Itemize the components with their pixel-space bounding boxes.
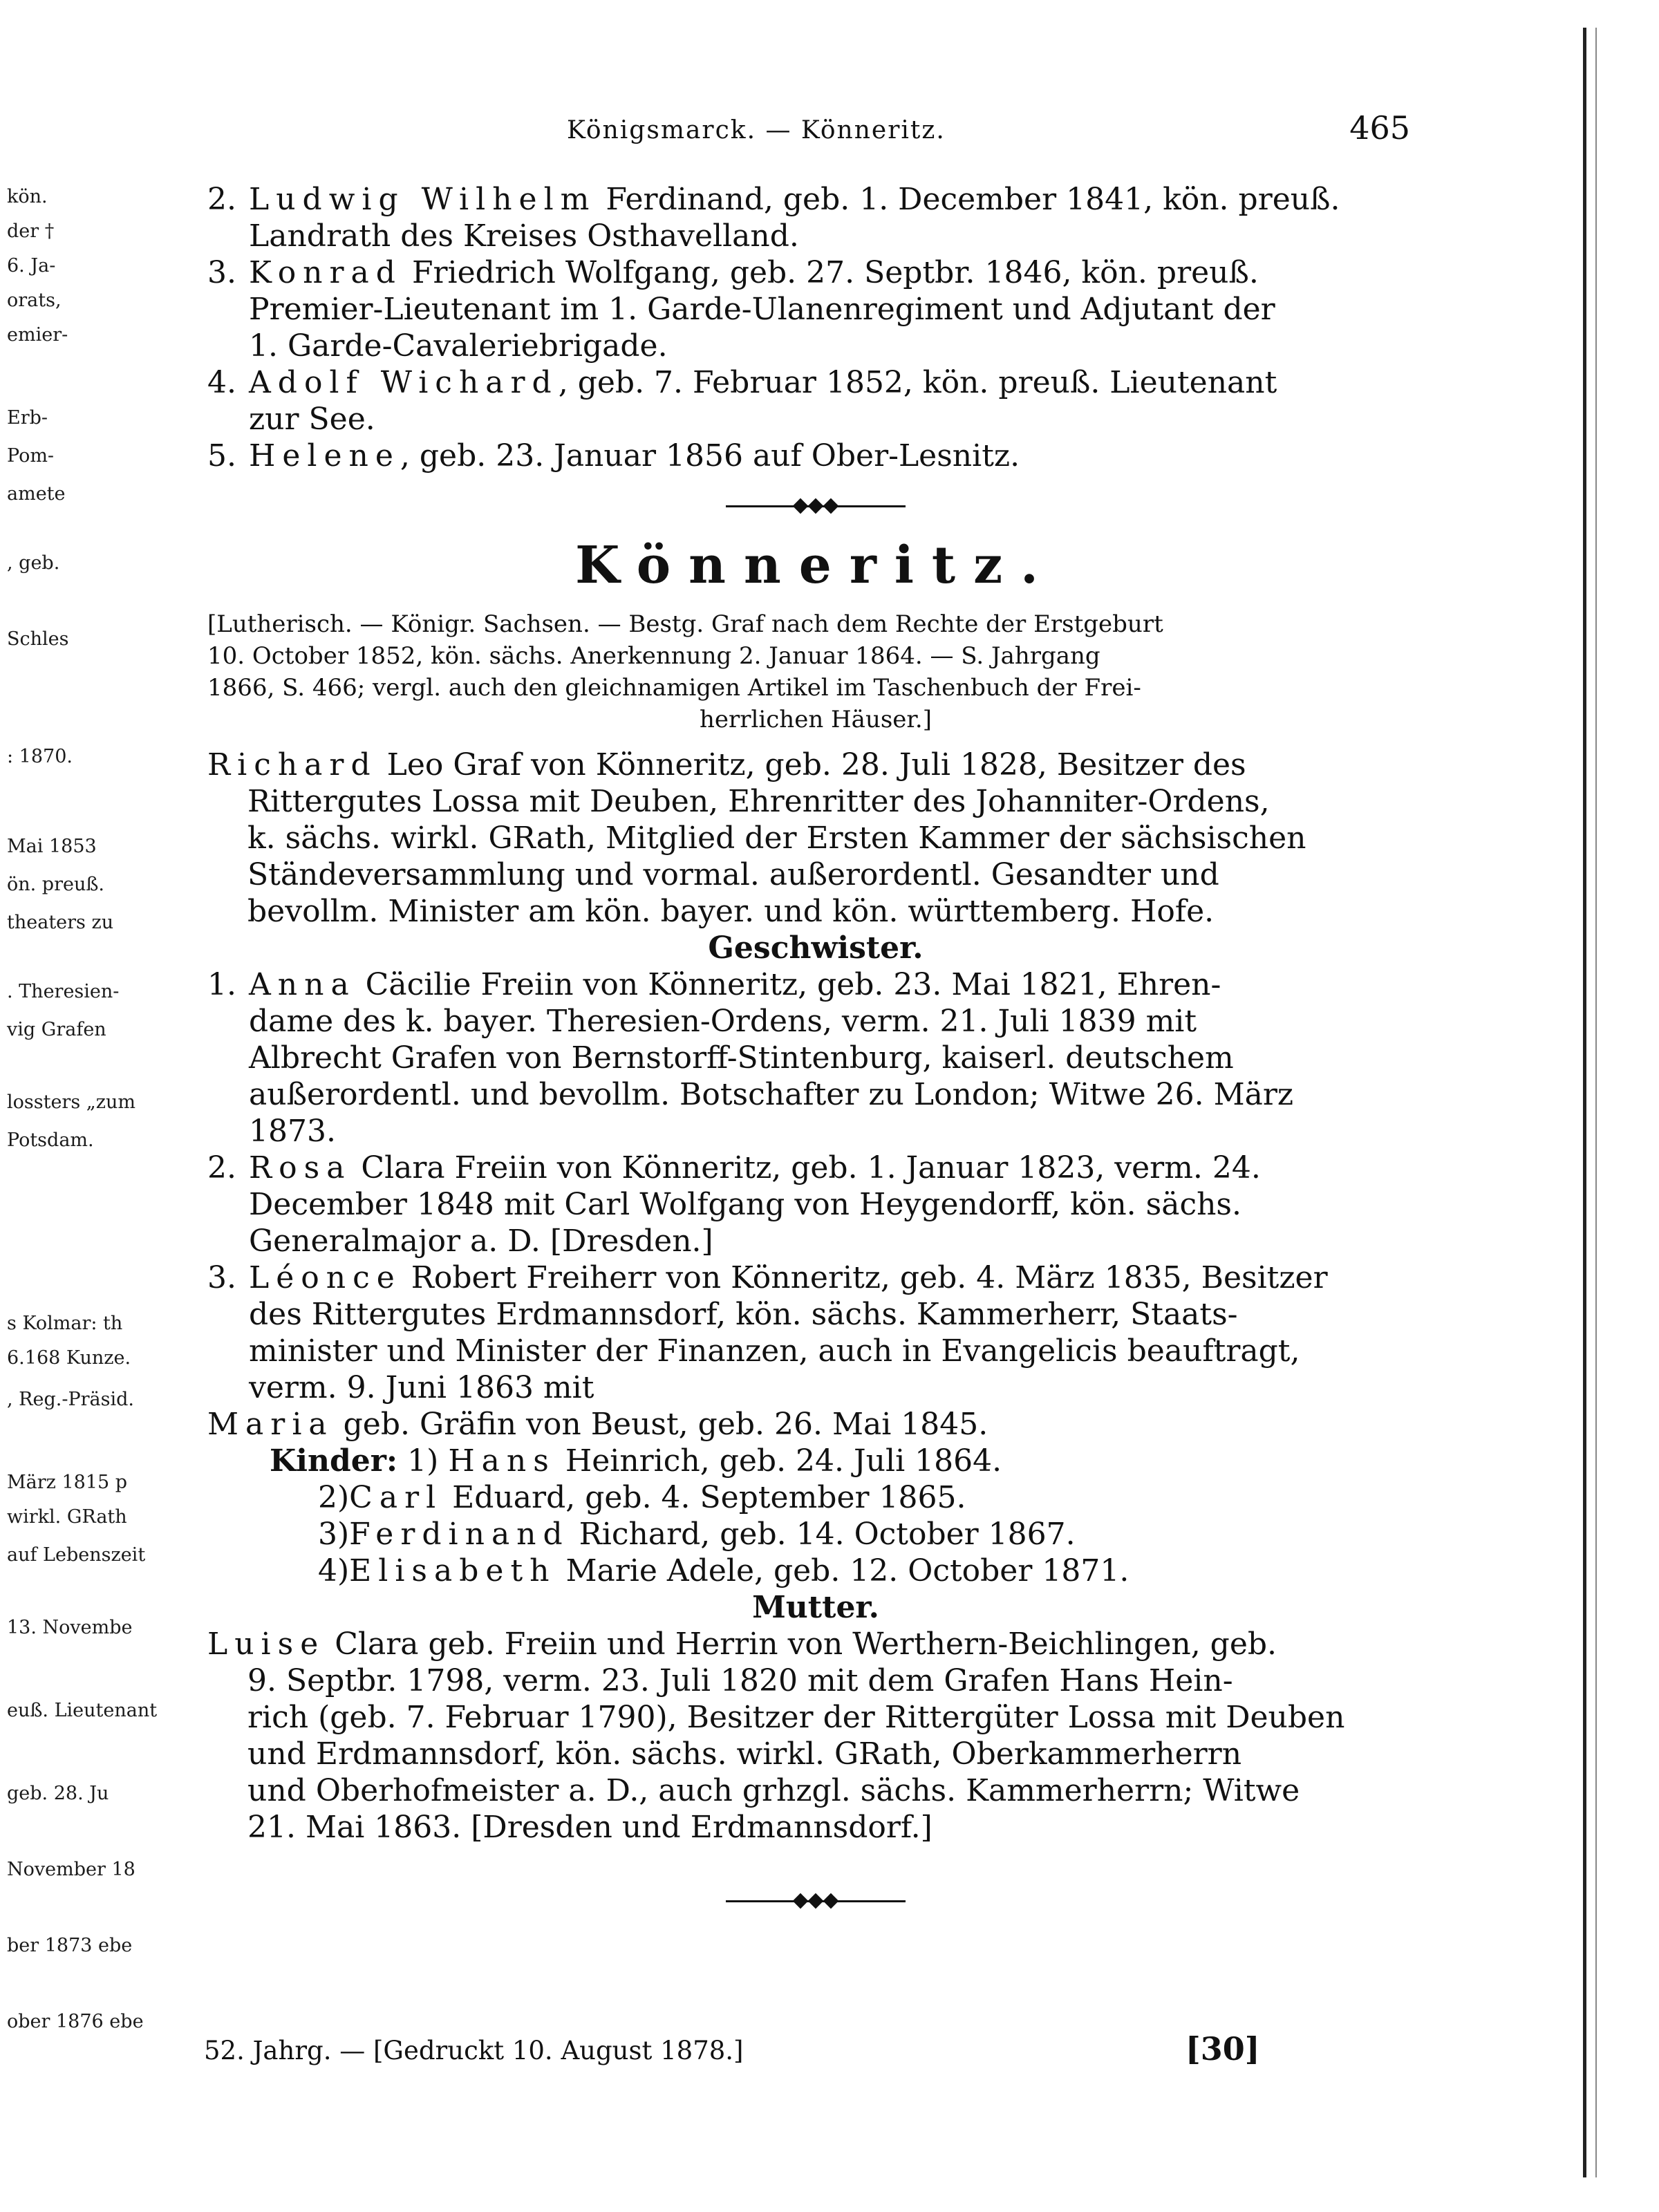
list-item: 1. Anna Cäcilie Freiin von Könneritz, geb. 23. Mai 1821, Ehren- dame des k. bayer. Theresien-Ordens, verm. 21. Juli 1839 mit Albrecht Grafen von Bernstorff-Stintenburg, kaiserl. deutschem außerordentl. und bevollm. Botschafter zu London; Witwe 26. März 1873. [207, 967, 1294, 1149]
margin-fragment: , geb. [7, 552, 60, 574]
margin-fragment: lossters „zum [7, 1091, 135, 1113]
page-footer [204, 2030, 1282, 2077]
page-content: 2. Ludwig Wilhelm Ferdinand, geb. 1. December 1841, kön. preuß. Landrath des Kreises Osthavelland. 3. Konrad Friedrich Wolfgang, geb. 27. Septbr. 1846, kön. preuß. Premier-Lieutenant im 1. Garde-Ulanenregiment und Adjutant der 1. Garde-Cavaleriebrigade. 4. Adolf Wichard, geb. 7. Februar 1852, kön. preuß. Lieutenant zur See. 5. Helene, geb. 23. Januar 1856 auf Ober-Lesnitz. Könneritz. [Lutherisch. — Königr. Sachsen. — Bestg. Graf nach dem Rechte der Erstgeburt 10. October 1852, kön. sächs. Anerkennung 2. Januar 1864. — S. Jahrgang 1866, S. 466; vergl. auch den gleichnamigen Artikel im Taschenbuch der Frei- herrlichen Häuser.] Richard Leo Graf von Könneritz, geb. 28. Juli 1828, Besitzer des Rittergutes Lossa mit Deuben, Ehrenritter des Johanniter-Ordens, k. sächs. wirkl. GRath, Mitglied der Ersten Kammer der sächsischen Ständeversammlung und vormal. außerordentl. Gesandter und bevollm. Minister am kön. bayer. und kön. württemberg. Hofe. Geschwister. 1. Anna Cäcilie Freiin von Könneritz, geb. 23. Mai 1821, Ehren- dame des k. bayer. Theresien-Ordens, verm. 21. Juli 1839 mit Albrecht Grafen von Bernstorff-Stintenburg, kaiserl. deutschem außerordentl. und bevollm. Botschafter zu London; Witwe 26. März 1873. 2. Rosa Clara Freiin von Könneritz, geb. 1. Januar 1823, verm. 24. December 1848 mit Carl Wolfgang von Heygendorff, kön. sächs. Generalmajor a. D. [Dresden.] 3. Léonce Robert Freiherr von Könneritz, geb. 4. März 1835, Besitzer des Rittergutes Erdmannsdorf, kön. sächs. Kammerherr, Staats- minister und Minister der Finanzen, auch in Evangelicis beauftragt, verm. 9. Juni 1863 mit Maria geb. Gräfin von Beust, geb. 26. Mai 1845. Kinder: 1) Hans Heinrich, geb. 24. Juli 1864. 2)Carl Eduard, geb. 4. September 1865. 3)Ferdinand Richard, geb. 14. October 1867. 4)Elisabeth Marie Adele, geb. 12. October 1871. Mutter. Luise Clara geb. Freiin und Herrin von Werthern-Beichlingen, geb. 9. Septbr. 1798, verm. 23. Juli 1820 mit dem Grafen Hans Hein- rich (geb. 7. Februar 1790), Besitzer der Rittergüter Lossa mit Deuben und Erdmannsdorf, kön. sächs. wirkl. GRath, Oberkammerherrn und Oberhofmeister a. D., auch grhzgl. sächs. Kammerherrn; Witwe 21. Mai 1863. [Dresden und Erdmannsdorf.] [207, 181, 1424, 1933]
page-edge [1583, 28, 1597, 2177]
margin-fragment: Schles [7, 628, 69, 650]
signature-mark: [30] [1185, 2030, 1260, 2068]
person-name: Adolf Wichard [249, 365, 559, 400]
margin-fragment: 6.168 Kunze. [7, 1347, 131, 1369]
list-item: 4. Adolf Wichard, geb. 7. Februar 1852, kön. preuß. Lieutenant zur See. [207, 365, 1277, 437]
person-name: Rosa [249, 1150, 352, 1185]
margin-fragment: ber 1873 ebe [7, 1935, 133, 1956]
divider-ornament [726, 1894, 906, 1908]
mother-entry: Luise Clara geb. Freiin und Herrin von Werthern-Beichlingen, geb. 9. Septbr. 1798, verm. 23. Juli 1820 mit dem Grafen Hans Hein- rich (geb. 7. Februar 1790), Besitzer der Rittergüter Lossa mit Deuben und Erdmannsdorf, kön. sächs. wirkl. GRath, Oberkammerherrn und Oberhofmeister a. D., auch grhzgl. sächs. Kammerherrn; Witwe 21. Mai 1863. [Dresden und Erdmannsdorf.] [207, 1627, 1345, 1845]
margin-fragment: orats, [7, 290, 62, 311]
person-name: Luise [207, 1627, 326, 1662]
margin-fragment: auf Lebenszeit [7, 1544, 146, 1566]
list-item: 5. Helene, geb. 23. Januar 1856 auf Ober-Lesnitz. [207, 438, 1020, 474]
children-list [207, 181, 1424, 474]
margin-fragment: Erb- [7, 407, 48, 429]
list-item: 3. Konrad Friedrich Wolfgang, geb. 27. Septbr. 1846, kön. preuß. Premier-Lieutenant im 1. Garde-Ulanenregiment und Adjutant der 1. Garde-Cavaleriebrigade. [207, 255, 1275, 364]
head-of-family: Richard Leo Graf von Könneritz, geb. 28. Juli 1828, Besitzer des Rittergutes Lossa mit Deuben, Ehrenritter des Johanniter-Ordens, k. sächs. wirkl. GRath, Mitglied der Ersten Kammer der sächsischen Ständeversammlung und vormal. außerordentl. Gesandter und bevollm. Minister am kön. bayer. und kön. württemberg. Hofe. [207, 747, 1306, 929]
margin-fragment: November 18 [7, 1859, 135, 1880]
margin-fragment: , Reg.-Präsid. [7, 1389, 134, 1410]
kinder-label: Kinder: [270, 1443, 398, 1479]
list-item: 2. Rosa Clara Freiin von Könneritz, geb. 1. Januar 1823, verm. 24. December 1848 mit Carl Wolfgang von Heygendorff, kön. sächs. Generalmajor a. D. [Dresden.] [207, 1150, 1261, 1259]
person-name: Carl [349, 1480, 443, 1515]
print-note: 52. Jahrg. — [Gedruckt 10. August 1878.] [204, 2036, 744, 2065]
person-name: Ludwig Wilhelm [249, 182, 597, 217]
margin-fragment: ober 1876 ebe [7, 2011, 144, 2032]
margin-fragment: wirkl. GRath [7, 1506, 127, 1528]
margin-fragment: der † [7, 221, 55, 242]
person-name: Elisabeth [349, 1553, 556, 1588]
margin-fragment: kön. [7, 186, 48, 207]
section-heading-geschwister: Geschwister. [708, 930, 924, 966]
margin-fragment: Pom- [7, 445, 55, 467]
margin-fragment: : 1870. [7, 746, 73, 767]
facing-page-bleed [0, 0, 158, 2212]
divider-ornament [726, 499, 906, 513]
running-head: Königsmarck. — Könneritz. [567, 116, 946, 144]
margin-fragment: euß. Lieutenant [7, 1700, 158, 1721]
margin-fragment: 13. Novembe [7, 1617, 133, 1638]
margin-fragment: vig Grafen [7, 1019, 106, 1040]
person-name: Helene [249, 438, 400, 474]
margin-fragment: ön. preuß. [7, 874, 104, 895]
person-name: Konrad [249, 255, 402, 290]
person-name: Léonce [249, 1260, 402, 1295]
margin-fragment: . Theresien- [7, 981, 120, 1002]
margin-fragment: Mai 1853 [7, 836, 97, 857]
children-of-leonce: Kinder: 1) Hans Heinrich, geb. 24. Juli 1864. 2)Carl Eduard, geb. 4. September 1865. 3)Ferdinand Richard, geb. 14. October 1867. 4)Elisabeth Marie Adele, geb. 12. October 1871. [270, 1443, 1130, 1588]
margin-fragment: 6. Ja- [7, 255, 56, 276]
page-header [207, 109, 1410, 158]
person-name: Richard [207, 747, 377, 782]
margin-fragment: s Kolmar: th [7, 1313, 123, 1334]
list-item: 3. Léonce Robert Freiherr von Könneritz, geb. 4. März 1835, Besitzer des Rittergutes Erdmannsdorf, kön. sächs. Kammerherr, Staats- minister und Minister der Finanzen, auch in Evangelicis beauftragt, verm. 9. Juni 1863 mit [207, 1260, 1328, 1405]
person-name: Maria [207, 1407, 334, 1442]
margin-fragment: amete [7, 483, 66, 505]
person-name: Anna [249, 967, 356, 1002]
section-heading-mutter: Mutter. [752, 1590, 879, 1625]
margin-fragment: geb. 28. Ju [7, 1783, 109, 1804]
list-item: 2. Ludwig Wilhelm Ferdinand, geb. 1. December 1841, kön. preuß. Landrath des Kreises Osthavelland. [207, 182, 1340, 254]
person-name: Ferdinand [349, 1517, 570, 1552]
margin-fragment: emier- [7, 324, 68, 346]
margin-fragment: März 1815 p [7, 1472, 128, 1493]
family-title: Könneritz. [575, 536, 1056, 595]
person-name: Hans [448, 1443, 556, 1479]
margin-fragment: Potsdam. [7, 1130, 94, 1151]
family-note: [Lutherisch. — Königr. Sachsen. — Bestg. Graf nach dem Rechte der Erstgeburt 10. October 1852, kön. sächs. Anerkennung 2. Januar 1864. — S. Jahrgang 1866, S. 466; vergl. auch den gleichnamigen Artikel im Taschenbuch der Frei- herrlichen Häuser.] [207, 610, 1163, 733]
siblings-list [207, 966, 1424, 1406]
page-number: 465 [1349, 109, 1410, 147]
margin-fragment: theaters zu [7, 912, 114, 933]
